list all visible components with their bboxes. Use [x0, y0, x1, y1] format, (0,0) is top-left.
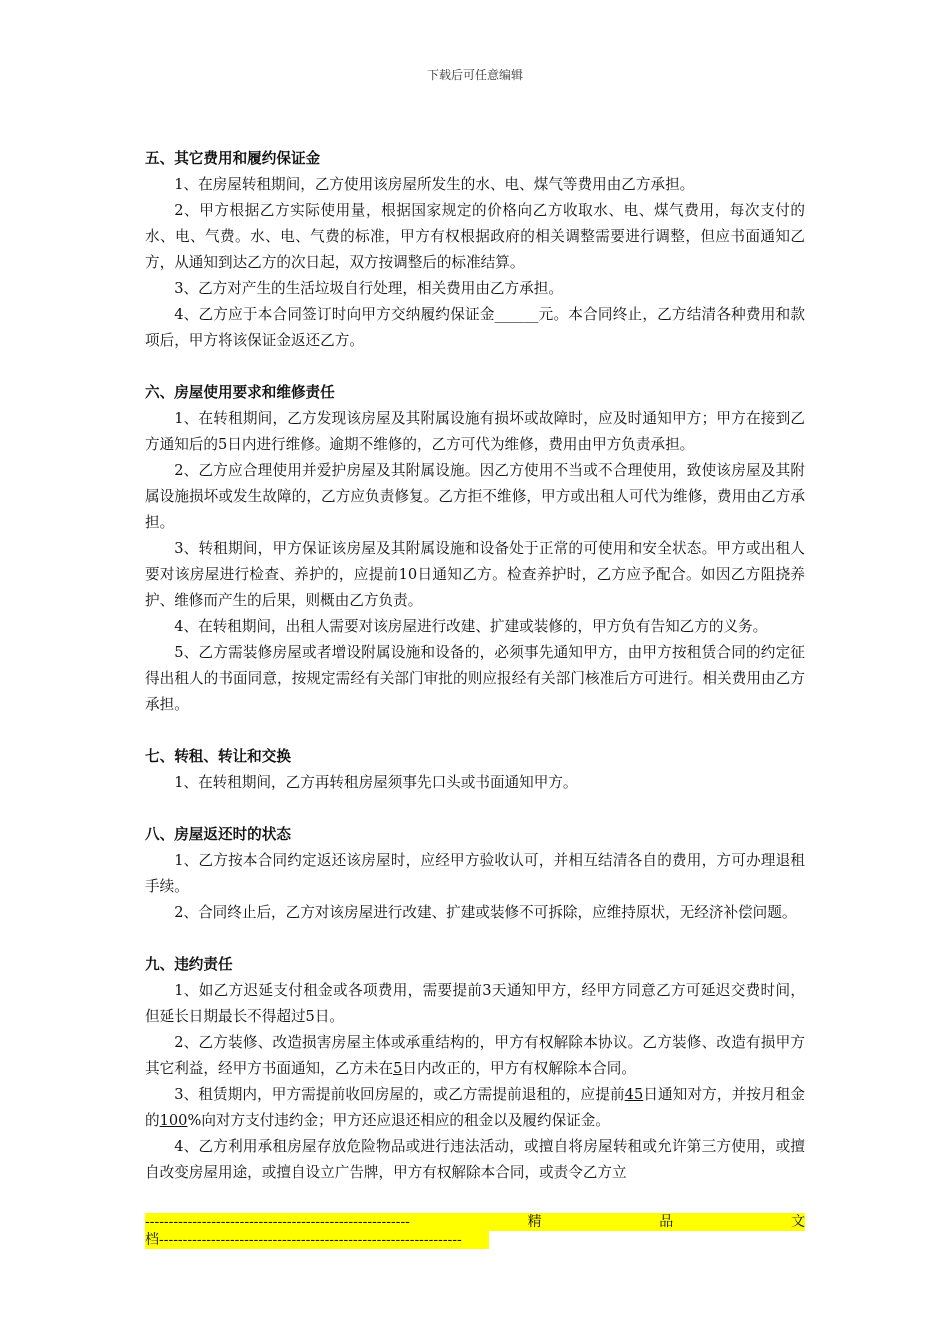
- contract-body: [145, 146, 805, 1186]
- contract-section: [145, 822, 805, 926]
- clause-paragraph: 4、在转租期间，出租人需要对该房屋进行改建、扩建或装修的，甲方负有告知乙方的义务。: [174, 618, 768, 635]
- footer-char-3: 文: [790, 1214, 805, 1230]
- clause-paragraph: 1、如乙方迟延支付租金或各项费用，需要提前3天通知甲方，经甲方同意乙方可延迟交费时间，但延长日期最长不得超过5日。: [145, 982, 805, 1025]
- clause-paragraph: 1、在转租期间，乙方发现该房屋及其附属设施有损坏或故障时，应及时通知甲方；甲方在接到乙方通知后的5日内进行维修。逾期不维修的，乙方可代为维修，费用由甲方负责承担。: [145, 410, 805, 453]
- clause-paragraph: [145, 1082, 805, 1134]
- footer-banner: [145, 1213, 805, 1254]
- footer-line-1: [145, 1213, 805, 1231]
- clause-paragraph: 3、乙方对产生的生活垃圾自行处理，相关费用由乙方承担。: [174, 280, 563, 297]
- notice-days-value: 45: [624, 1086, 644, 1103]
- contract-section: [145, 146, 805, 354]
- contract-section: [145, 380, 805, 718]
- clause-paragraph: 4、乙方利用承租房屋存放危险物品或进行违法活动，或擅自将房屋转租或允许第三方使用，或擅自改变房屋用途，或擅自设立广告牌，甲方有权解除本合同，或责令乙方立: [145, 1138, 805, 1181]
- clause-paragraph: 2、乙方应合理使用并爱护房屋及其附属设施。因乙方使用不当或不合理使用，致使该房屋及其附属设施损坏或发生故障的，乙方应负责修复。乙方拒不维修，甲方或出租人可代为维修，费用由乙方承担。: [145, 462, 805, 531]
- clause-text: %向对方支付违约金；甲方还应退还相应的租金以及履约保证金。: [187, 1112, 610, 1129]
- clause-paragraph: 2、甲方根据乙方实际使用量，根据国家规定的价格向乙方收取水、电、煤气费用，每次支付的水、电、气费。水、电、气费的标准，甲方有权根据政府的相关调整需要进行调整，但应书面通知乙方，从通知到达乙方的次日起，双方按调整后的标准结算。: [145, 202, 805, 271]
- penalty-percent-value: 100: [159, 1112, 188, 1129]
- footer-line-2: 档----------------------------------------------------------------: [145, 1231, 489, 1249]
- clause-paragraph: 4、乙方应于本合同签订时向甲方交纳履约保证金______元。本合同终止，乙方结清各种费用和款项后，甲方将该保证金返还乙方。: [145, 306, 805, 349]
- footer-dashes: --------------------------------------------------------: [145, 1214, 410, 1230]
- clause-paragraph: 1、乙方按本合同约定返还该房屋时，应经甲方验收认可，并相互结清各自的费用，方可办理退租手续。: [145, 852, 805, 895]
- clause-paragraph: 2、合同终止后，乙方对该房屋进行改建、扩建或装修不可拆除，应维持原状，无经济补偿问题。: [174, 904, 797, 921]
- days-value: 5: [393, 1060, 403, 1077]
- clause-paragraph: 1、在转租期间，乙方再转租房屋须事先口头或书面通知甲方。: [174, 774, 578, 791]
- section-heading: 八、房屋返还时的状态: [145, 826, 291, 843]
- section-heading: 九、违约责任: [145, 956, 233, 973]
- clause-paragraph: [145, 1030, 805, 1082]
- section-heading: 六、房屋使用要求和维修责任: [145, 384, 335, 401]
- clause-paragraph: 3、转租期间，甲方保证该房屋及其附属设施和设备处于正常的可使用和安全状态。甲方或出租人要对该房屋进行检查、养护的，应提前10日通知乙方。检查养护时，乙方应予配合。如因乙方阻挠养护、维修而产生的后果，则概由乙方负责。: [145, 540, 805, 609]
- clause-paragraph: 5、乙方需装修房屋或者增设附属设施和设备的，必须事先通知甲方，由甲方按租赁合同的约定征得出租人的书面同意，按规定需经有关部门审批的则应报经有关部门核准后方可进行。相关费用由乙方承担。: [145, 644, 805, 713]
- clause-text: 2、乙方装修、改造损害房屋主体或承重结构的，甲方有权解除本协议。乙方装修、改造有损甲方其它利益，经甲方书面通知，乙方未在: [145, 1034, 805, 1077]
- page-header: 下载后可任意编辑: [426, 68, 523, 82]
- section-heading: 七、转租、转让和交换: [145, 748, 291, 765]
- section-heading: 五、其它费用和履约保证金: [145, 150, 321, 167]
- contract-section: [145, 744, 805, 796]
- clause-text: 日内改正的，甲方有权解除本合同。: [402, 1060, 636, 1077]
- contract-section-breach: [145, 952, 805, 1186]
- clause-text: 日通知对方，并按月租金的: [145, 1086, 805, 1129]
- footer-char-2: 品: [659, 1214, 674, 1230]
- clause-text: 3、租赁期内，甲方需提前收回房屋的，或乙方需提前退租的，应提前: [174, 1086, 625, 1103]
- footer-char-1: 精: [527, 1214, 542, 1230]
- clause-paragraph: 1、在房屋转租期间，乙方使用该房屋所发生的水、电、煤气等费用由乙方承担。: [174, 176, 695, 193]
